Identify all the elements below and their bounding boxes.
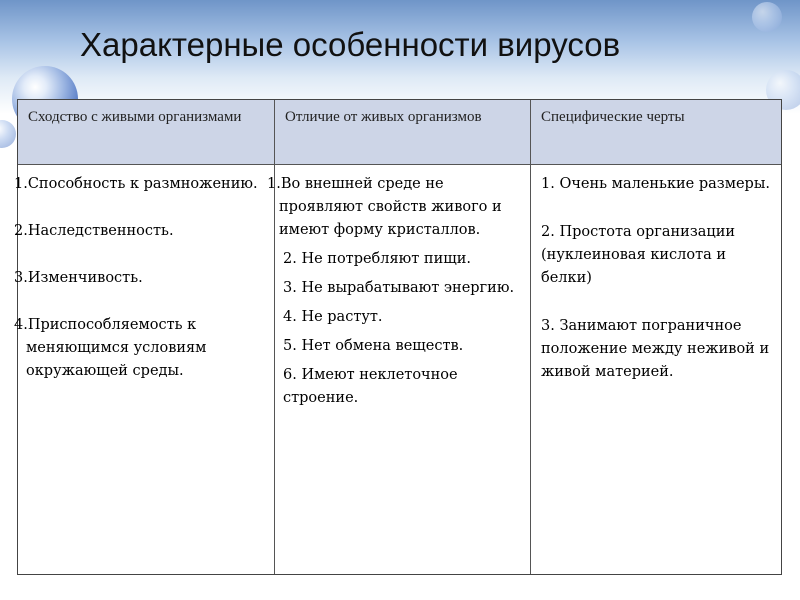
- column-body: [531, 165, 781, 384]
- list-item: 2. Простота организации (нуклеиновая кислота и белки): [541, 224, 736, 286]
- list-item: 4.Приспособляемость к меняющимся условиям окружающей среды.: [14, 317, 207, 379]
- list-item: 1.Во внешней среде не проявляют свойств живого и имеют форму кристаллов.: [267, 176, 502, 238]
- features-table: [14, 99, 782, 575]
- column-body: [267, 165, 530, 410]
- list-item: 2. Не потребляют пищи.: [283, 251, 471, 267]
- list-item: 4. Не растут.: [283, 309, 383, 325]
- slide-title: Характерные особенности вирусов: [80, 26, 621, 63]
- list-item: 2.Наследственность.: [14, 223, 174, 239]
- list-item: 1.Способность к размножению.: [14, 176, 258, 192]
- column-differences: [267, 100, 530, 574]
- list-item: 3. Занимают пограничное положение между неживой и живой материей.: [541, 318, 770, 380]
- header-similarity: Сходство с живыми организмами: [18, 100, 274, 165]
- decorative-bubble: [0, 120, 16, 148]
- header-specific: Специфические черты: [531, 100, 781, 165]
- column-specific: [530, 100, 781, 574]
- list-item: 5. Нет обмена веществ.: [283, 338, 464, 354]
- list-item: 1. Очень маленькие размеры.: [541, 176, 770, 192]
- list-item: 3.Изменчивость.: [14, 270, 143, 286]
- list-item: 6. Имеют неклеточное строение.: [283, 367, 458, 406]
- column-body: [14, 165, 274, 383]
- column-similarity: [14, 100, 274, 574]
- header-differences: Отличие от живых организмов: [275, 100, 530, 165]
- list-item: 3. Не вырабатывают энергию.: [283, 280, 515, 296]
